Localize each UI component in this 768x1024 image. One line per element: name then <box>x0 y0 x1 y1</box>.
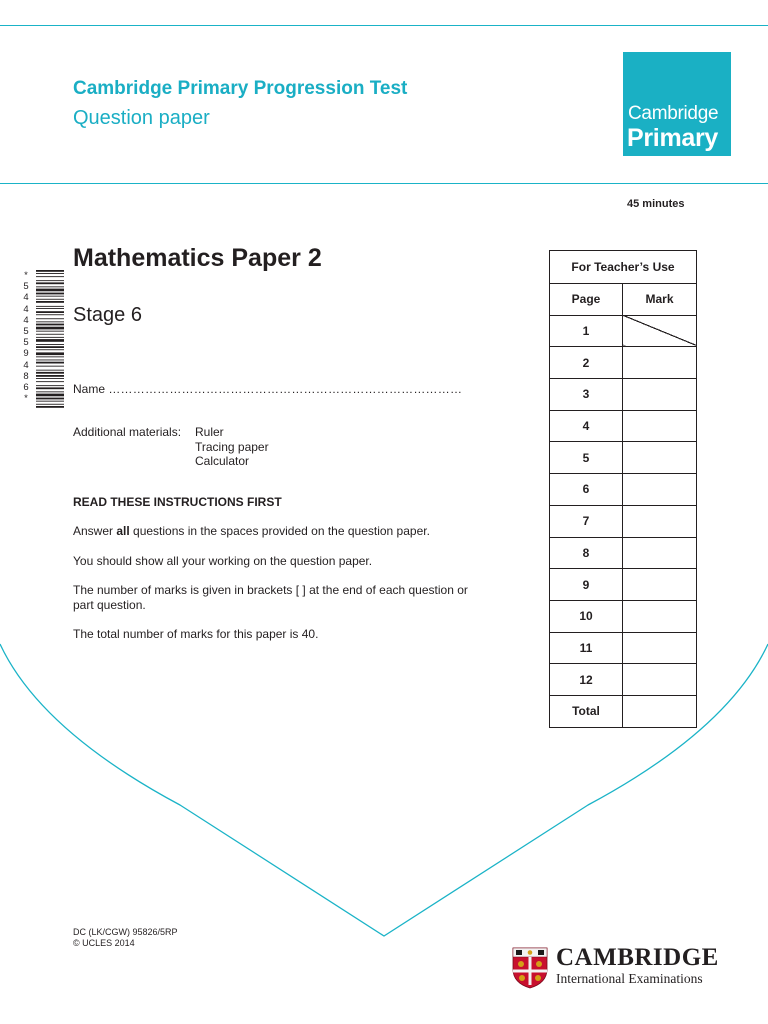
table-row <box>550 569 697 601</box>
cambridge-wordmark: CAMBRIDGE <box>556 944 719 971</box>
table-row <box>550 474 697 506</box>
barcode-bar <box>36 289 64 292</box>
instruction-text: Answer <box>73 524 117 538</box>
barcode-bar <box>36 286 64 287</box>
page-number: 12 <box>550 664 623 696</box>
materials-label: Additional materials: <box>73 425 182 439</box>
barcode-bar <box>36 381 64 382</box>
instruction-emphasis: all <box>116 524 130 538</box>
table-row <box>550 410 697 442</box>
material-item: Ruler <box>195 425 224 439</box>
barcode-bar <box>36 404 64 405</box>
barcode-bar <box>36 344 64 345</box>
page-number: 4 <box>550 410 623 442</box>
barcode-bar <box>36 301 64 303</box>
mark-cell[interactable] <box>623 442 697 474</box>
barcode-digit: 5 <box>23 337 29 349</box>
total-mark-cell[interactable] <box>623 695 697 727</box>
barcode-bar <box>36 360 64 361</box>
header-subtitle: Question paper <box>73 107 210 129</box>
name-dotted-line: …………………………………………………………………………… <box>108 382 463 396</box>
barcode-bar <box>36 406 64 408</box>
barcode-bar <box>36 387 64 389</box>
mark-cell-crossed <box>623 315 697 347</box>
page-number: 11 <box>550 632 623 664</box>
barcode-digit: 5 <box>23 281 29 293</box>
barcode-bar <box>36 293 64 295</box>
name-field[interactable] <box>73 382 462 396</box>
material-item: Calculator <box>195 454 250 468</box>
table-row <box>550 537 697 569</box>
barcode-bar <box>36 394 64 397</box>
barcode-bar <box>36 331 64 332</box>
barcode-digit: 4 <box>23 292 29 304</box>
barcode-digits <box>20 270 32 404</box>
mark-cell[interactable] <box>623 347 697 379</box>
barcode-bar <box>36 270 64 272</box>
barcode-digit: 4 <box>23 359 29 371</box>
footer-code <box>73 927 178 949</box>
barcode-digit: 5 <box>23 326 29 338</box>
barcode-bar <box>36 327 64 330</box>
barcode-digit: 9 <box>23 348 29 360</box>
barcode-digit: 8 <box>23 370 29 382</box>
barcode-bar <box>36 370 64 371</box>
barcode-bar <box>36 314 64 315</box>
barcode-bar <box>36 321 64 322</box>
cambridge-crest-icon <box>512 947 548 989</box>
mark-cell[interactable] <box>623 474 697 506</box>
logo-text-bottom: Primary <box>627 124 719 152</box>
cambridge-subtitle: International Examinations <box>556 971 703 986</box>
mark-cell[interactable] <box>623 600 697 632</box>
mark-cell[interactable] <box>623 664 697 696</box>
instruction-line <box>73 524 493 539</box>
instruction-line: The number of marks is given in brackets [ ] at the end of each question or part question. <box>73 583 468 612</box>
table-row <box>550 664 697 696</box>
barcode-bar <box>36 372 64 374</box>
mark-cell[interactable] <box>623 410 697 442</box>
barcode-bar <box>36 334 64 335</box>
barcode-bar <box>36 401 64 402</box>
barcode-bar <box>36 356 64 357</box>
page-number: 10 <box>550 600 623 632</box>
barcode <box>36 270 66 410</box>
instruction-line: The total number of marks for this paper is 40. <box>73 627 319 641</box>
barcode-bar <box>36 362 64 364</box>
mark-cell[interactable] <box>623 379 697 411</box>
barcode-digit: * <box>24 270 28 281</box>
barcode-bar <box>36 352 64 355</box>
barcode-bar <box>36 398 64 400</box>
materials-list <box>195 425 269 469</box>
table-row <box>550 379 697 411</box>
page-number: 8 <box>550 537 623 569</box>
document-code: DC (LK/CGW) 95826/5RP <box>73 927 178 937</box>
logo-text-top: Cambridge <box>628 103 719 124</box>
mark-cell[interactable] <box>623 632 697 664</box>
barcode-bar <box>36 318 64 319</box>
barcode-digit: * <box>24 393 28 405</box>
barcode-bar <box>36 276 64 277</box>
barcode-bar <box>36 311 64 313</box>
instruction-text: questions in the spaces provided on the question paper. <box>129 524 430 538</box>
page-number: 7 <box>550 505 623 537</box>
material-item: Tracing paper <box>195 439 269 454</box>
paper-title: Mathematics Paper 2 <box>73 244 322 272</box>
page-number: 2 <box>550 347 623 379</box>
barcode-bar <box>36 366 64 367</box>
teacher-use-table <box>549 250 697 728</box>
total-label: Total <box>550 695 623 727</box>
table-row <box>550 315 697 347</box>
barcode-digit: 6 <box>23 382 29 394</box>
page-number: 9 <box>550 569 623 601</box>
barcode-bar <box>36 346 64 348</box>
page-number: 5 <box>550 442 623 474</box>
name-label: Name <box>73 382 106 396</box>
table-row <box>550 442 697 474</box>
stage-label: Stage 6 <box>73 304 142 326</box>
mark-cell[interactable] <box>623 569 697 601</box>
barcode-bar <box>36 339 64 342</box>
barcode-bar <box>36 391 64 392</box>
barcode-bar <box>36 273 64 274</box>
barcode-bar <box>36 282 64 284</box>
header-title: Cambridge Primary Progression Test <box>73 78 408 99</box>
table-row-total <box>550 695 697 727</box>
barcode-bar <box>36 337 64 338</box>
table-row <box>550 632 697 664</box>
copyright: © UCLES 2014 <box>73 938 135 948</box>
instructions-heading: READ THESE INSTRUCTIONS FIRST <box>73 495 282 509</box>
barcode-bar <box>36 308 64 309</box>
barcode-bar <box>36 280 64 281</box>
barcode-bar <box>36 324 64 326</box>
barcode-bar <box>36 385 64 386</box>
duration-label: 45 minutes <box>627 198 685 210</box>
col-header-mark: Mark <box>623 284 697 316</box>
table-row <box>550 347 697 379</box>
col-header-page: Page <box>550 284 623 316</box>
barcode-digit: 4 <box>23 303 29 315</box>
table-title: For Teacher’s Use <box>550 251 697 284</box>
page-number: 3 <box>550 379 623 411</box>
mark-cell[interactable] <box>623 537 697 569</box>
barcode-bar <box>36 349 64 350</box>
barcode-bar <box>36 299 64 300</box>
barcode-bar <box>36 375 64 377</box>
barcode-bar <box>36 296 64 297</box>
table-row <box>550 600 697 632</box>
barcode-bar <box>36 378 64 379</box>
page-number: 6 <box>550 474 623 506</box>
mark-cell[interactable] <box>623 505 697 537</box>
page-number: 1 <box>550 315 623 347</box>
barcode-bar <box>36 306 64 307</box>
barcode-digit: 4 <box>23 314 29 326</box>
table-row <box>550 505 697 537</box>
instruction-line: You should show all your working on the question paper. <box>73 554 373 568</box>
